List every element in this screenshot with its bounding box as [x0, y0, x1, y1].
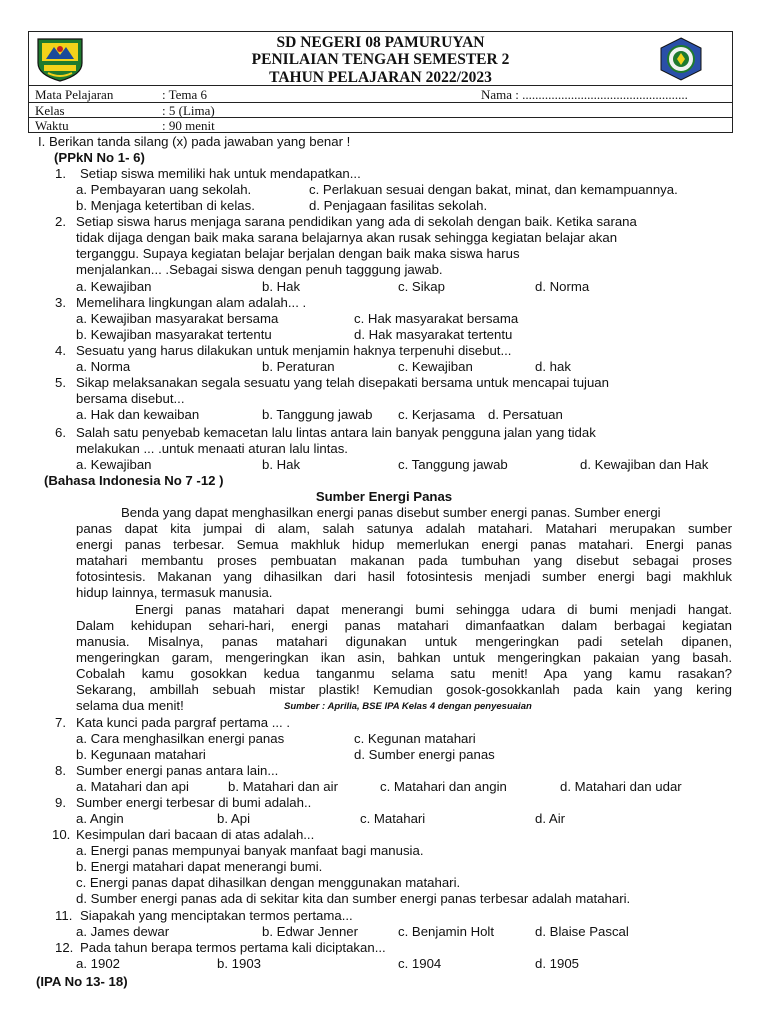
option-a[interactable]: a. Kewajiban	[76, 279, 152, 294]
time-label: Waktu	[35, 118, 69, 133]
option-b[interactable]: b. Kewajiban masyarakat tertentu	[76, 327, 272, 342]
option-c[interactable]: c. Perlakuan sesuai dengan bakat, minat, dan kemampuannya.	[309, 182, 678, 197]
academic-year: TAHUN PELAJARAN 2022/2023	[269, 69, 492, 86]
option-b[interactable]: b. Edwar Jenner	[262, 924, 359, 939]
option-d[interactable]: d. hak	[535, 359, 571, 374]
option-b[interactable]: b. Energi matahari dapat menerangi bumi.	[76, 859, 323, 874]
section-ppkn-heading: (PPkN No 1- 6)	[54, 150, 145, 165]
option-d[interactable]: d. Hak masyarakat tertentu	[354, 327, 513, 342]
option-a[interactable]: a. Norma	[76, 359, 131, 374]
school-emblem-icon	[657, 36, 705, 82]
reading-line: Cobalah kamu gosokkan kedua tanganmu selama satu menit! Apa yang kamu rasakan?	[76, 666, 732, 681]
option-c[interactable]: c. 1904	[398, 956, 442, 971]
reading-line: matahari membantu proses pembuatan makanan pada tumbuhan yang disebut sebagai proses	[76, 553, 732, 568]
question-text: Sumber energi panas antara lain...	[76, 763, 279, 778]
question-number: 11.	[55, 908, 73, 923]
option-d[interactable]: d. Norma	[535, 279, 590, 294]
reading-line: Sekarang, ambillah sebuah mistar plastik! Kemudian gosok-gosokkanlah pada kain yang kering	[76, 682, 732, 697]
option-c[interactable]: c. Kerjasama	[398, 407, 475, 422]
question-text: Kesimpulan dari bacaan di atas adalah...	[76, 827, 315, 842]
option-b[interactable]: b. Matahari dan air	[228, 779, 338, 794]
question-text: Setiap siswa harus menjaga sarana pendidikan yang ada di sekolah dengan baik. Ketika sarana	[76, 214, 637, 229]
question-text: Sumber energi terbesar di bumi adalah..	[76, 795, 312, 810]
reading-line: Dalam kehidupan sehari-hari, energi panas matahari dimanfaatkan dalam berbagai kegiatan	[76, 618, 732, 633]
time-value: : 90 menit	[162, 118, 215, 133]
option-b[interactable]: b. Kegunaan matahari	[76, 747, 206, 762]
reading-line: manusia. Misalnya, panas matahari digunakan untuk mengeringkan padi setelah dipanen,	[76, 634, 732, 649]
reading-line: Energi panas matahari dapat menerangi bumi sehingga udara di bumi menjadi hangat.	[135, 602, 732, 617]
option-c[interactable]: c. Matahari	[360, 811, 426, 826]
subject-value: : Tema 6	[162, 87, 208, 102]
question-text: bersama disebut...	[76, 391, 185, 406]
option-c[interactable]: c. Matahari dan angin	[380, 779, 507, 794]
reading-line: panas dapat kita jumpai di alam, salah satunya adalah matahari. Matahari merupakan sumber	[76, 521, 732, 536]
question-text: Pada tahun berapa termos pertama kali diciptakan...	[80, 940, 386, 955]
question-number: 3.	[55, 295, 66, 310]
question-text: Salah satu penyebab kemacetan lalu lintas antara lain banyak pengguna jalan yang tidak	[76, 425, 596, 440]
option-b[interactable]: b. Tanggung jawab	[262, 407, 373, 422]
exam-info	[28, 86, 733, 133]
class-label: Kelas	[35, 103, 65, 118]
option-a[interactable]: a. Matahari dan api	[76, 779, 189, 794]
class-value: : 5 (Lima)	[162, 103, 215, 118]
option-b[interactable]: b. Api	[217, 811, 250, 826]
option-c[interactable]: c. Hak masyarakat bersama	[354, 311, 519, 326]
question-text: tidak dijaga dengan baik maka sarana belajarnya akan rusak sehingga kegiatan belajar akan	[76, 230, 618, 245]
option-a[interactable]: a. Kewajiban masyarakat bersama	[76, 311, 279, 326]
option-b[interactable]: b. Menjaga ketertiban di kelas.	[76, 198, 255, 213]
option-c[interactable]: c. Tanggung jawab	[398, 457, 508, 472]
option-b[interactable]: b. Hak	[262, 279, 301, 294]
question-text: Siapakah yang menciptakan termos pertama...	[80, 908, 353, 923]
option-d[interactable]: d. Kewajiban dan Hak	[580, 457, 709, 472]
reading-line: mengeringkan garam, mengeringkan ikan asin, bahkan untuk mengeringkan pakaian yang basah.	[76, 650, 732, 665]
student-name-field[interactable]: Nama : ...................................................	[481, 87, 688, 102]
section-ipa-heading: (IPA No 13- 18)	[36, 974, 128, 989]
subject-label: Mata Pelajaran	[35, 87, 114, 102]
option-d[interactable]: d. Sumber energi panas ada di sekitar kita dan sumber energi panas terbesar adalah matahari.	[76, 891, 631, 906]
question-number: 4.	[55, 343, 66, 358]
exam-header	[28, 31, 733, 86]
question-text: Setiap siswa memiliki hak untuk mendapatkan...	[80, 166, 361, 181]
question-text: Kata kunci pada pargraf pertama ... .	[76, 715, 291, 730]
question-text: Sikap melaksanakan segala sesuatu yang telah disepakati bersama untuk mencapai tujuan	[76, 375, 609, 390]
question-number: 5.	[55, 375, 66, 390]
option-a[interactable]: a. James dewar	[76, 924, 170, 939]
question-text: melakukan ... .untuk menaati aturan lalu lintas.	[76, 441, 348, 456]
reading-title: Sumber Energi Panas	[315, 489, 453, 504]
question-number: 12.	[55, 940, 74, 955]
question-text: terganggu. Supaya kegiatan belajar berjalan dengan baik maka siswa harus	[76, 246, 520, 261]
section-bindo-heading: (Bahasa Indonesia No 7 -12 )	[44, 473, 224, 488]
option-d[interactable]: d. Sumber energi panas	[354, 747, 495, 762]
option-d[interactable]: d. Air	[535, 811, 566, 826]
option-a[interactable]: a. Cara menghasilkan energi panas	[76, 731, 285, 746]
option-c[interactable]: c. Energi panas dapat dihasilkan dengan menggunakan matahari.	[76, 875, 461, 890]
instruction: I. Berikan tanda silang (x) pada jawaban yang benar !	[38, 134, 351, 149]
option-d[interactable]: d. Persatuan	[488, 407, 563, 422]
question-text: Memelihara lingkungan alam adalah... .	[76, 295, 307, 310]
option-b[interactable]: b. Peraturan	[262, 359, 335, 374]
question-number: 2.	[55, 214, 66, 229]
option-a[interactable]: a. Angin	[76, 811, 124, 826]
option-c[interactable]: c. Kewajiban	[398, 359, 473, 374]
question-text: menjalankan... .Sebagai siswa dengan penuh tagggung jawab.	[76, 262, 443, 277]
option-b[interactable]: b. 1903	[217, 956, 261, 971]
school-name: SD NEGERI 08 PAMURUYAN	[276, 34, 485, 51]
reading-line: Benda yang dapat menghasilkan energi panas disebut sumber energi panas. Sumber energi	[121, 505, 661, 520]
option-d[interactable]: d. Penjagaan fasilitas sekolah.	[309, 198, 488, 213]
option-b[interactable]: b. Hak	[262, 457, 301, 472]
option-c[interactable]: c. Sikap	[398, 279, 445, 294]
option-a[interactable]: a. Hak dan kewaiban	[76, 407, 200, 422]
reading-source: Sumber : Aprilia, BSE IPA Kelas 4 dengan penyesuaian	[284, 701, 532, 712]
option-a[interactable]: a. Kewajiban	[76, 457, 152, 472]
option-c[interactable]: c. Benjamin Holt	[398, 924, 495, 939]
option-a[interactable]: a. 1902	[76, 956, 120, 971]
question-number: 7.	[55, 715, 66, 730]
question-number: 9.	[55, 795, 66, 810]
option-c[interactable]: c. Kegunan matahari	[354, 731, 476, 746]
reading-line: hidup lainnya, termasuk manusia.	[76, 585, 273, 600]
reading-line: energi panas terbesar. Semua makhluk hidup memerlukan energi panas matahari. Energi panas	[76, 537, 732, 552]
option-d[interactable]: d. Blaise Pascal	[535, 924, 629, 939]
question-number: 6.	[55, 425, 66, 440]
question-number: 8.	[55, 763, 66, 778]
option-d[interactable]: d. 1905	[535, 956, 579, 971]
option-a[interactable]: a. Pembayaran uang sekolah.	[76, 182, 252, 197]
question-number: 1.	[55, 166, 66, 181]
option-a[interactable]: a. Energi panas mempunyai banyak manfaat bagi manusia.	[76, 843, 424, 858]
option-d[interactable]: d. Matahari dan udar	[560, 779, 682, 794]
reading-line: fotosintesis. Makanan yang dihasilkan dari hasil fotosintesis menjadi sumber energi bagi makhluk	[76, 569, 732, 584]
question-text: Sesuatu yang harus dilakukan untuk menjamin haknya terpenuhi disebut...	[76, 343, 512, 358]
reading-line: selama dua menit!	[76, 698, 184, 713]
question-number: 10.	[52, 827, 71, 842]
exam-title: PENILAIAN TENGAH SEMESTER 2	[251, 51, 510, 68]
